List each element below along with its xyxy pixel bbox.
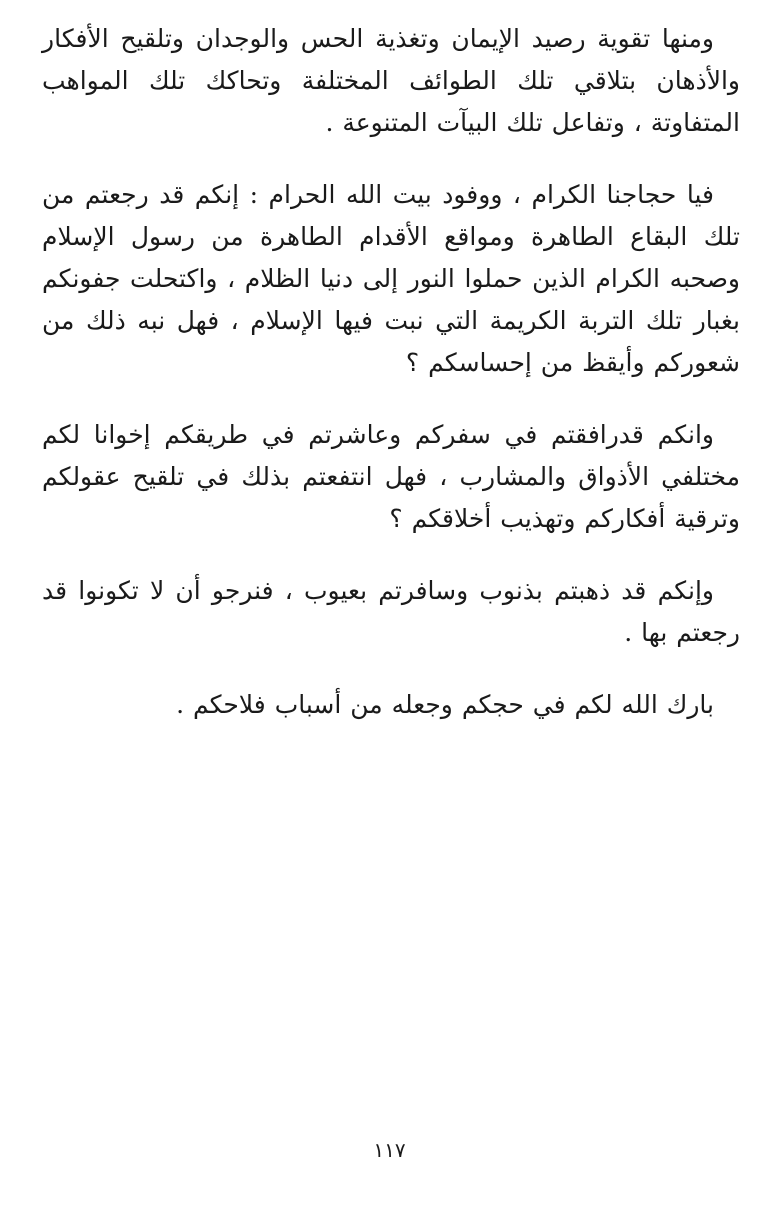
paragraph-5: بارك الله لكم في حجكم وجعله من أسباب فلاحكم . (176, 690, 714, 719)
paragraph-2: فيا حجاجنا الكرام ، ووفود بيت الله الحرام : إنكم قد رجعتم من تلك البقاع الطاهرة ومواقع الأقدام الطاهرة من رسول الإسلام وصحبه الكرام الذين حملوا النور إلى دنيا الظلام ، واكتحلت جفونكم بغبار تلك التربة الكريمة التي نبت فيها الإسلام ، فهل نبه ذلك من شعوركم وأيقظ من إحساسكم ؟ (42, 180, 740, 377)
paragraph-1: ومنها تقوية رصيد الإيمان وتغذية الحس والوجدان وتلقيح الأفكار والأذهان بتلاقي تلك الطوائف المختلفة وتحاكك تلك المواهب المتفاوتة ، وتفاعل تلك البيآت المتنوعة . (42, 24, 740, 137)
paragraph-3: وانكم قدرافقتم في سفركم وعاشرتم في طريقكم إخوانا لكم مختلفي الأذواق والمشارب ، فهل انتفعتم بذلك في تلقيح عقولكم وترقية أفكاركم وتهذيب أخلاقكم ؟ (42, 420, 740, 533)
body-text (42, 18, 740, 756)
page-number: ١١٧ (373, 1138, 406, 1162)
paragraph-4: وإنكم قد ذهبتم بذنوب وسافرتم بعيوب ، فنرجو أن لا تكونوا قد رجعتم بها . (42, 576, 740, 647)
